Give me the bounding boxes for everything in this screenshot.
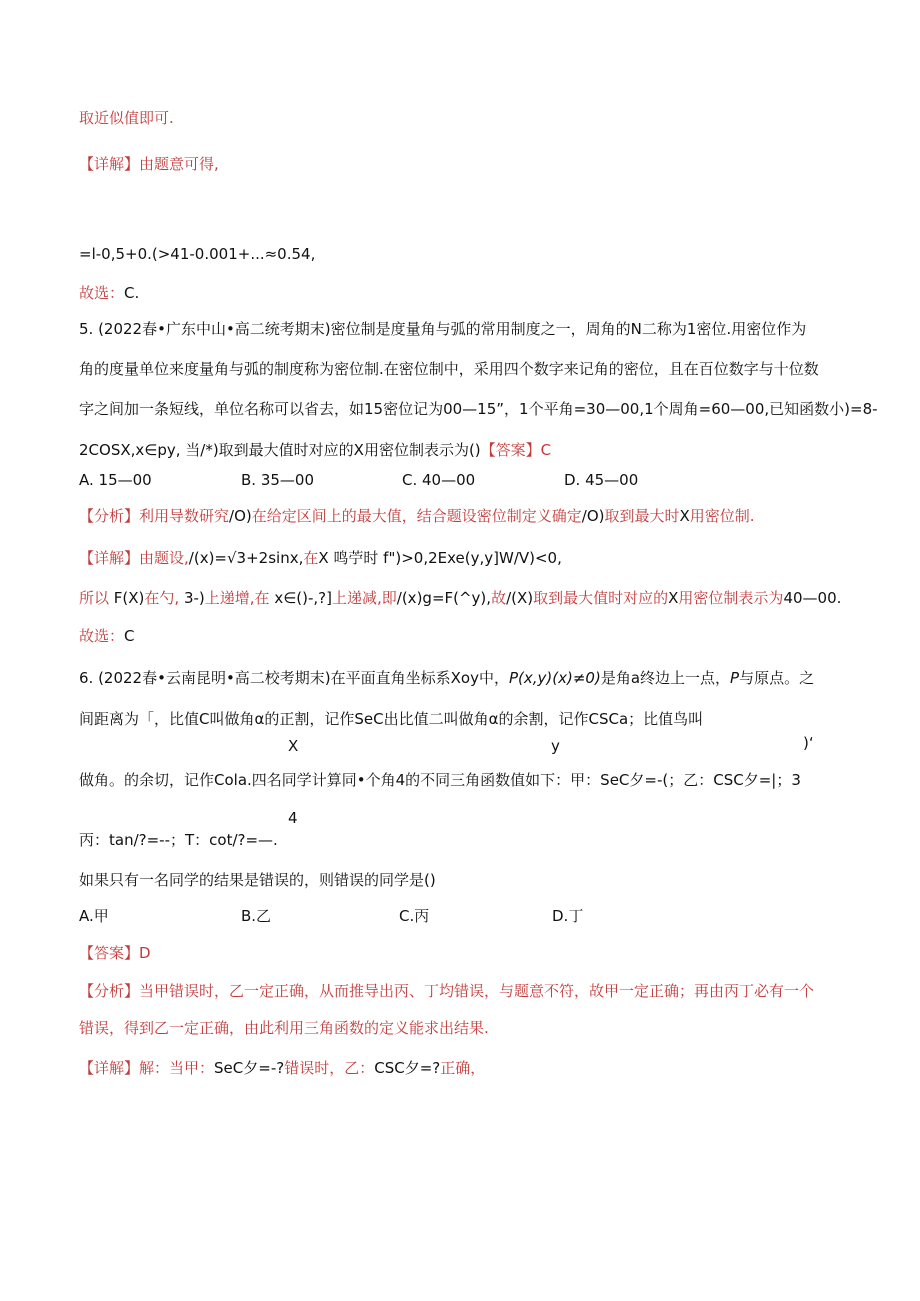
top-detail xyxy=(79,154,219,174)
q6-analysis-2: 错误，得到乙一定正确，由此利用三角函数的定义能求出结果. xyxy=(79,1019,489,1037)
q6-line-1-e: 与原点。之 xyxy=(739,669,815,687)
q6-option-d: D.丁 xyxy=(552,907,584,925)
q6-option-a: A.甲 xyxy=(79,907,109,925)
q5-so-e: 上递增,在 xyxy=(204,589,270,607)
q5-detail-c: 在 xyxy=(303,549,319,567)
q6-detail-c: 错误时，乙： xyxy=(284,1059,375,1077)
q6-line-1 xyxy=(79,668,814,688)
approx-note: 取近似值即可. xyxy=(79,109,174,127)
q5-so-l: X xyxy=(668,589,679,607)
q6-line-3: 做角。的余切，记作Cola.四名同学计算同•个角4的不同三角函数值如下：甲：SeC夕=-(；乙：CSC夕=|；3 xyxy=(79,771,801,789)
q6-sub-x: X xyxy=(288,737,299,755)
q5-detail-d: X 鸣苧时 f")>0,2Exe(y,y]W/V)<0, xyxy=(318,549,562,567)
q5-detail xyxy=(79,548,562,568)
detail-text: 由题意可得, xyxy=(139,155,219,173)
q5-answer-value: C xyxy=(540,441,552,459)
q5-analysis-f: X xyxy=(679,507,690,525)
q5-option-c: C. 40—00 xyxy=(402,471,476,489)
q5-so-line xyxy=(79,588,841,608)
q5-so-i: 故 xyxy=(491,589,507,607)
q5-so-f: x∈()-,?] xyxy=(274,589,332,607)
q5-so-j: /(X) xyxy=(506,589,534,607)
q5-line-2: 角的度量单位来度量角与弧的制度称为密位制.在密位制中，采用四个数字来记角的密位，且在百位数字与十位数 xyxy=(79,360,819,378)
q5-analysis-e: 取到最大时 xyxy=(604,507,680,525)
choice-value: C. xyxy=(124,284,140,302)
top-formula: =l-0,5+0.(>41-0.001+...≈0.54, xyxy=(79,245,316,263)
q6-sub-4: 4 xyxy=(288,809,298,827)
q5-so-c: 在勺, xyxy=(144,589,180,607)
q5-so-a: 所以 xyxy=(79,589,110,607)
q5-detail-a: 由题设, xyxy=(139,549,189,567)
q6-detail-b: SeC夕=-? xyxy=(214,1059,285,1077)
q5-choice-value: C xyxy=(124,627,135,645)
q5-so-b: F(X) xyxy=(113,589,145,607)
q6-line-2: 间距离为「，比值C叫做角α的正割，记作SeC出比值二叫做角α的余割，记作CSCa；比值鸟叫 xyxy=(79,710,704,728)
q5-analysis-label: 【分析】 xyxy=(79,507,140,525)
q6-analysis-text-1: 当甲错误时，乙一定正确，从而推导出丙、丁均错误，与题意不符，故甲一定正确；再由丙丁必有一个 xyxy=(139,982,815,1000)
q6-option-c: C.丙 xyxy=(399,907,430,925)
q5-analysis-g: 用密位制. xyxy=(689,507,755,525)
q5-option-d: D. 45—00 xyxy=(564,471,639,489)
q5-so-g: 上递减,即 xyxy=(332,589,397,607)
q6-answer xyxy=(79,943,151,963)
q6-detail-d: CSC夕=? xyxy=(374,1059,441,1077)
q5-line-1: 5. (2022春•广东中山•高二统考期末)密位制是度量角与弧的常用制度之一，周角的N二称为1密位.用密位作为 xyxy=(79,320,807,338)
q6-line-1-a: 6. (2022春•云南昆明•高二校考期末)在平面直角坐标系Xoy中， xyxy=(79,669,509,687)
q5-option-a: A. 15—00 xyxy=(79,471,152,489)
q5-choice-prefix: 故选： xyxy=(79,627,125,645)
q6-line-1-b: P(x,y)(x)≠0) xyxy=(509,669,601,687)
q6-option-b: B.乙 xyxy=(241,907,272,925)
q6-line-4: 丙：tan/?=--；T：cot/?=—. xyxy=(79,831,278,849)
q5-so-m: 用密位制表示为 xyxy=(678,589,784,607)
q5-analysis-a: 利用导数研究 xyxy=(139,507,230,525)
q5-line-4-text: 2COSX,x∈py, 当/*)取到最大值时对应的X用密位制表示为() xyxy=(79,441,481,459)
q6-detail-a: 解：当甲： xyxy=(139,1059,215,1077)
q5-choice xyxy=(79,626,135,646)
q5-analysis-c: 在给定区间上的最大值，结合题设密位制定义确定 xyxy=(251,507,582,525)
q5-detail-label: 【详解】 xyxy=(79,549,140,567)
q5-detail-b: /(x)=√3+2sinx, xyxy=(188,549,304,567)
q5-so-h: /(x)g=F(^y), xyxy=(396,589,492,607)
q6-sub-y: y xyxy=(551,737,560,755)
top-choice xyxy=(79,283,139,303)
q5-answer-label: 【答案】 xyxy=(480,441,541,459)
q5-analysis-d: /O) xyxy=(581,507,605,525)
q6-answer-value: D xyxy=(139,944,151,962)
q6-answer-label: 【答案】 xyxy=(79,944,140,962)
detail-label: 【详解】 xyxy=(79,155,140,173)
q6-detail-label: 【详解】 xyxy=(79,1059,140,1077)
q5-so-d: 3-) xyxy=(183,589,205,607)
q5-so-k: 取到最大值时对应的 xyxy=(533,589,669,607)
q6-detail xyxy=(79,1058,485,1078)
q6-sub-end: )‘ xyxy=(803,734,814,752)
q5-analysis-b: /O) xyxy=(229,507,252,525)
q5-option-b: B. 35—00 xyxy=(241,471,315,489)
q5-analysis xyxy=(79,506,755,526)
q5-line-3: 字之间加一条短线，单位名称可以省去，如15密位记为00—15”，1个平角=30—00,1个周角=60—00,已知函数小)=8- xyxy=(79,400,878,418)
q6-analysis-label: 【分析】 xyxy=(79,982,140,1000)
q5-line-4 xyxy=(79,440,551,460)
q6-detail-e: 正确， xyxy=(440,1059,486,1077)
q5-so-n: 40—00. xyxy=(783,589,842,607)
choice-prefix: 故选： xyxy=(79,284,125,302)
q6-line-1-c: 是角a终边上一点， xyxy=(600,669,731,687)
q6-analysis-1 xyxy=(79,981,814,1001)
q6-line-1-d: P xyxy=(730,669,740,687)
q6-line-5: 如果只有一名同学的结果是错误的，则错误的同学是() xyxy=(79,871,436,889)
